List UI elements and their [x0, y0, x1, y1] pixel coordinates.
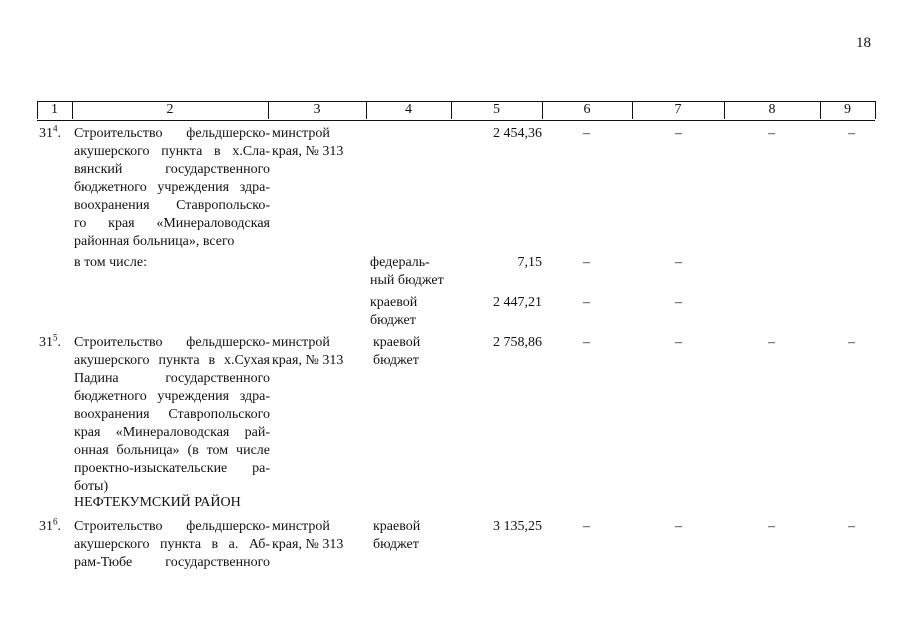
- dash-cell: –: [583, 126, 590, 141]
- row-number: $31^4$.: [39, 123, 61, 141]
- subrow-label: в том числе:: [74, 255, 147, 270]
- amount-value: 2 758,86: [493, 335, 542, 350]
- section-heading: НЕФТЕКУМСКИЙ РАЙОН: [74, 495, 241, 510]
- column-divider: [875, 101, 876, 119]
- funding-source: краевой бюджет: [373, 335, 421, 368]
- dash-cell: –: [768, 126, 775, 141]
- funding-source: краевой бюджет: [370, 295, 418, 328]
- amount-value: 3 135,25: [493, 519, 542, 534]
- dash-cell: –: [675, 255, 682, 270]
- header-cell-2: 2: [166, 102, 174, 117]
- project-description: Строительство фельдшерско- акушерского пункта в х.Сла- вянский государственного бюджетного учреждения здра- воохранения Ставропольско- го края «Минераловодская районная больница», всего: [74, 126, 270, 249]
- header-cell-5: 5: [493, 102, 500, 117]
- responsible-org: минстрой края, № 313: [272, 126, 344, 159]
- dash-cell: –: [768, 335, 775, 350]
- header-cell-8: 8: [768, 102, 776, 117]
- header-cell-1: 1: [51, 102, 58, 117]
- dash-cell: –: [848, 126, 855, 141]
- amount-value: 2 454,36: [493, 126, 542, 141]
- header-cell-4: 4: [405, 102, 412, 117]
- amount-value: 2 447,21: [493, 295, 542, 310]
- dash-cell: –: [675, 295, 682, 310]
- dash-cell: –: [675, 519, 682, 534]
- funding-source: федераль- ный бюджет: [370, 255, 444, 288]
- dash-cell: –: [768, 519, 775, 534]
- header-cell-6: 6: [583, 102, 591, 117]
- header-cell-7: 7: [674, 102, 682, 117]
- row-number: $31^6$.: [39, 516, 61, 534]
- dash-cell: –: [848, 335, 855, 350]
- dash-cell: –: [583, 335, 590, 350]
- project-description: Строительство фельдшерско- акушерского пункта в а. Аб- рам-Тюбе государственного: [74, 519, 270, 570]
- funding-source: краевой бюджет: [373, 519, 421, 552]
- responsible-org: минстрой края, № 313: [272, 519, 344, 552]
- responsible-org: минстрой края, № 313: [272, 335, 344, 368]
- header-cell-9: 9: [844, 102, 851, 117]
- project-description: Строительство фельдшерско- акушерского пункта в х.Сухая Падина государственного бюджетного учреждения здра- воохранения Ставропольского края «Минераловодская рай- онная больница» (в том числе проектно-изыскательские ра- боты): [74, 335, 270, 494]
- dash-cell: –: [583, 295, 590, 310]
- dash-cell: –: [583, 519, 590, 534]
- amount-value: 7,15: [517, 255, 542, 270]
- dash-cell: –: [848, 519, 855, 534]
- dash-cell: –: [675, 126, 682, 141]
- dash-cell: –: [675, 335, 682, 350]
- dash-cell: –: [583, 255, 590, 270]
- header-cell-3: 3: [313, 102, 321, 117]
- row-number: $31^5$.: [39, 332, 61, 350]
- page-number: 18: [856, 35, 871, 51]
